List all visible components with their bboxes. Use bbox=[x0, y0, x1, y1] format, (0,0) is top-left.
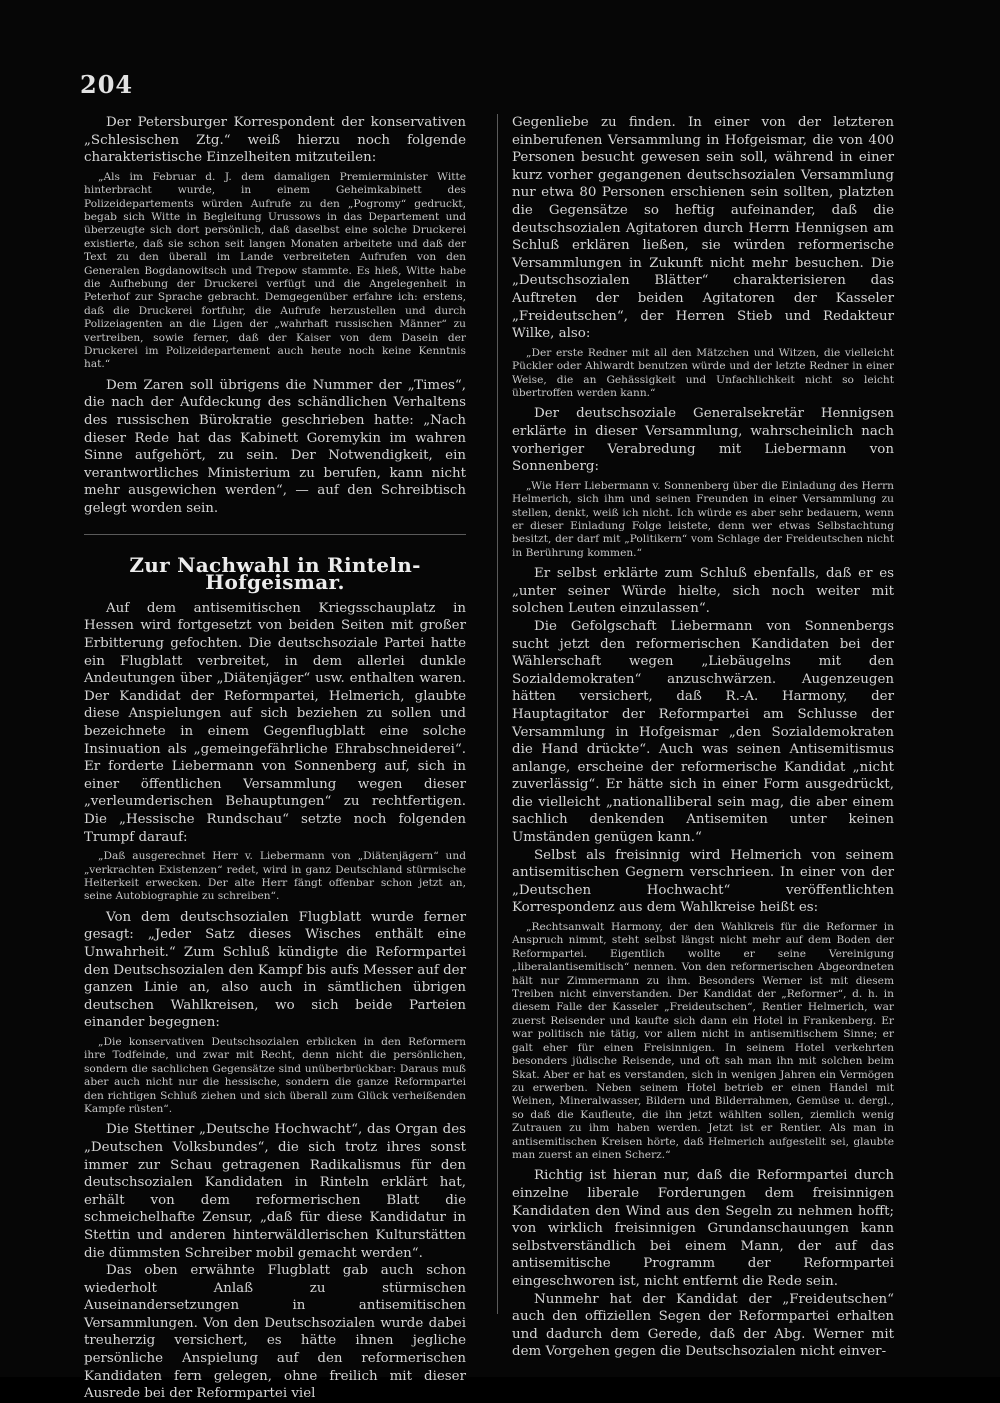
left-column bbox=[84, 114, 466, 1402]
paragraph: Richtig ist hieran nur, daß die Reformpartei durch einzelne liberale Forderungen dem freisinnigen Kandidaten den Wind aus den Segeln zu nehmen hofft; von wirklich freisinnigen Grundanschauungen kann selbstverständlich bei einem Mann, der auf das antisemitische Programm der Reformpartei eingeschworen ist, nicht entfernt die Rede sein. bbox=[512, 1168, 894, 1289]
paragraph: Selbst als freisinnig wird Helmerich von seinem antisemitischen Gegnern verschrieen. In einer von der „Deutschen Hochwacht“ veröffentlichten Korrespondenz aus dem Wahlkreise heißt es: bbox=[512, 847, 894, 916]
paragraph: Er selbst erklärte zum Schluß ebenfalls, daß er es „unter seiner Würde hielte, sich noch weiter mit solchen Leuten einzulassen“. bbox=[512, 566, 894, 617]
paragraph: Gegenliebe zu finden. In einer von der letzteren einberufenen Versammlung in Hofgeismar, die von 400 Personen besucht gewesen sein soll, während in einer kurz vorher gegangenen deutschsozialen Versammlung nur etwa 80 Personen erschienen sein sollten, platzten die Gegensätze so heftig aufeinander, daß die deutschsozialen Agitatoren durch Herrn Hennigsen am Schluß erklären ließen, sie würden reformerische Versammlungen in Zukunft nicht mehr besuchen. Die „Deutschsozialen Blätter“ charakterisieren das Auftreten der beiden Agitatoren der Kasseler „Freideutschen“, der Herren Stieb und Redakteur Wilke, also: bbox=[512, 115, 894, 342]
paragraph: Die Stettiner „Deutsche Hochwacht“, das Organ des „Deutschen Volksbundes“, die sich trotz ihres sonst immer zur Schau getragenen Radikalismus für den deutschsozialen Kandidaten in Rinteln erklärt hat, erhält von dem reformerischen Blatt die schmeichelhafte Zensur, „daß für diese Kandidatur in Stettin und anderen hinterwäldlerischen Kulturstätten die dümmsten Schreiber mobil gemacht werden“. bbox=[84, 1122, 466, 1261]
section-heading: Zur Nachwahl in Rinteln-Hofgeismar. bbox=[129, 552, 421, 595]
paragraph: Das oben erwähnte Flugblatt gab auch schon wiederholt Anlaß zu stürmischen Auseinandersetzungen in antisemitischen Versammlungen. Von den Deutschsozialen wurde dabei treuherzig versichert, es hätte ihnen jegliche persönliche Anspielung auf den reformerischen Kandidaten fern gelegen, ohne freilich mit dieser Ausrede bei der Reformpartei viel bbox=[84, 1263, 466, 1402]
paragraph: Der deutschsoziale Generalsekretär Hennigsen erklärte in dieser Versammlung, wahrscheinlich nach vorheriger Verabredung mit Liebermann von Sonnenberg: bbox=[512, 406, 894, 475]
paragraph: Der Petersburger Korrespondent der konservativen „Schlesischen Ztg.“ weiß hierzu noch folgende charakteristische Einzelheiten mitzuteilen: bbox=[84, 115, 466, 166]
quote: „Rechtsanwalt Harmony, der den Wahlkreis für die Reformer in Anspruch nimmt, steht selbst längst nicht mehr auf dem Boden der Reformpartei. Eigentlich wollte er seine Vereinigung „liberalantisemitisch“ nennen. Von den reformerischen Abgeordneten hält nur Zimmermann zu ihm. Besonders Werner ist mit diesem Treiben nicht einverstanden. Der Kandidat der „Reformer“, d. h. in diesem Falle der Kasseler „Freideutschen“, Rentier Helmerich, war zuerst Reisender und kaufte sich dann ein Hotel in Frankenberg. Er war politisch nie tätig, vor allem nicht in antisemitischem Sinne; er galt eher für einen Freisinnigen. In seinem Hotel verkehrten besonders jüdische Reisende, und oft sah man ihn mit solchen beim Skat. Aber er hat es verstanden, sich in wenigen Jahren ein Vermögen zu erwerben. Neben seinem Hotel betrieb er einen Handel mit Weinen, Mineralwasser, Bildern und Bilderrahmen, Gemüse u. dergl., so daß die Kaufleute, die ihn jetzt wählten sollen, ziemlich wenig Zutrauen zu ihm haben werden. Jetzt ist er Rentier. Als man in antisemitischen Kreisen hörte, daß Helmerich aufgestellt sei, glaubte man zuerst an einen Scherz.“ bbox=[512, 921, 894, 1161]
quote: „Wie Herr Liebermann v. Sonnenberg über die Einladung des Herrn Helmerich, sich ihm und seinen Freunden in einer Versammlung zu stellen, denkt, weiß ich nicht. Ich würde es aber sehr bedauern, wenn er dieser Einladung Folge leistete, denn wer etwas Selbstachtung besitzt, der darf mit „Politikern“ vom Schlage der Freideutschen nicht in Berührung kommen.“ bbox=[512, 479, 894, 559]
column-rule bbox=[497, 114, 498, 1314]
page-number: 204 bbox=[80, 70, 134, 99]
right-column bbox=[512, 114, 894, 1360]
quote: „Die konservativen Deutschsozialen erblicken in den Reformern ihre Todfeinde, und zwar mit Recht, denn nicht die persönlichen, sondern die sachlichen Gegensätze sind unüberbrückbar: Daraus muß aber auch nicht nur die hessische, sondern die ganze Reformpartei den richtigen Schluß ziehen und sich überall zum Glück verheißenden Kampfe rüsten“. bbox=[84, 1035, 466, 1115]
quote: „Als im Februar d. J. dem damaligen Premierminister Witte hinterbracht wurde, in einem Geheimkabinett des Polizeidepartements würden Aufrufe zu den „Pogromy“ gedruckt, begab sich Witte in Begleitung Urussows in das Departement und überzeugte sich dort persönlich, daß daselbst eine solche Druckerei existierte, daß sie schon seit langen Monaten arbeitete und daß der Text zu den überall im Lande verbreiteten Aufrufen von den Generalen Bogdanowitsch und Trepow stammte. Es hieß, Witte habe die Aufhebung der Druckerei verfügt und die Angelegenheit in Peterhof zur Sprache gebracht. Demgegenüber erfahre ich: erstens, daß die Druckerei fortfuhr, die Aufrufe herzustellen und durch Polizeiagenten an die Ligen der „wahrhaft russischen Männer“ zu vertreiben, sowie ferner, daß der Kaiser von dem Dasein der Druckerei im Polizeidepartement auch heute noch keine Kenntnis hat.“ bbox=[84, 170, 466, 371]
paragraph: Auf dem antisemitischen Kriegsschauplatz in Hessen wird fortgesetzt von beiden Seiten mit großer Erbitterung gefochten. Die deutschsoziale Partei hatte ein Flugblatt verbreitet, in dem allerlei dunkle Andeutungen über „Diätenjäger“ usw. enthalten waren. Der Kandidat der Reformpartei, Helmerich, glaubte diese Anspielungen auf sich beziehen zu sollen und bezeichnete in einem Gegenflugblatt eine solche Insinuation als „gemeingefährliche Ehrabschneiderei“. Er forderte Liebermann von Sonnenberg auf, sich in einer öffentlichen Versammlung wegen dieser „verleumderischen Behauptungen“ zu rechtfertigen. Die „Hessische Rundschau“ setzte noch folgenden Trumpf darauf: bbox=[84, 600, 466, 845]
section-divider bbox=[84, 534, 466, 535]
paragraph: Die Gefolgschaft Liebermann von Sonnenbergs sucht jetzt den reformerischen Kandidaten bei der Wählerschaft wegen „Liebäugelns mit den Sozialdemokraten“ anzuschwärzen. Augenzeugen hätten versichert, daß R.-A. Harmony, der Hauptagitator der Reformpartei am Schlusse der Versammlung in Hofgeismar „den Sozialdemokraten die Hand drückte“. Auch was seinen Antisemitismus anlange, erscheine der reformerische Kandidat „nicht zuverlässig“. Er hätte sich in einer Form ausgedrückt, die vielleicht „nationalliberal sein mag, die aber einem sachlich denkenden Antisemiten unter keinen Umständen genügen kann.“ bbox=[512, 618, 894, 846]
quote: „Der erste Redner mit all den Mätzchen und Witzen, die vielleicht Pückler oder Ahlwardt benutzen würde und der letzte Redner in einer Weise, die an Gehässigkeit und Unfachlichkeit nicht so leicht übertroffen werden kann.“ bbox=[512, 346, 894, 399]
paragraph: Nunmehr hat der Kandidat der „Freideutschen“ auch den offiziellen Segen der Reformpartei erhalten und dadurch dem Gerede, daß der Abg. Werner mit dem Vorgehen gegen die Deutschsozialen nicht einver- bbox=[512, 1291, 894, 1360]
paragraph: Dem Zaren soll übrigens die Nummer der „Times“, die nach der Aufdeckung des schändlichen Verhaltens des russischen Bürokratie geschrieben hatte: „Nach dieser Rede hat das Kabinett Goremykin im wahren Sinne aufgehört, zu sein. Der Notwendigkeit, ein verantwortliches Ministerium zu berufen, kann nicht mehr ausgewichen werden“, — auf den Schreibtisch gelegt worden sein. bbox=[84, 377, 466, 517]
quote: „Daß ausgerechnet Herr v. Liebermann von „Diätenjägern“ und „verkrachten Existenzen“ redet, wird in ganz Deutschland stürmische Heiterkeit erwecken. Der alte Herr fängt offenbar schon jetzt an, seine Autobiographie zu schreiben“. bbox=[84, 850, 466, 903]
paragraph: Von dem deutschsozialen Flugblatt wurde ferner gesagt: „Jeder Satz dieses Wisches enthält eine Unwahrheit.“ Zum Schluß kündigte die Reformpartei den Deutschsozialen den Kampf bis aufs Messer auf der ganzen Linie an, also auch in sämtlichen übrigen deutschen Wahlkreisen, wo sich beide Parteien einander begegnen: bbox=[84, 909, 466, 1031]
